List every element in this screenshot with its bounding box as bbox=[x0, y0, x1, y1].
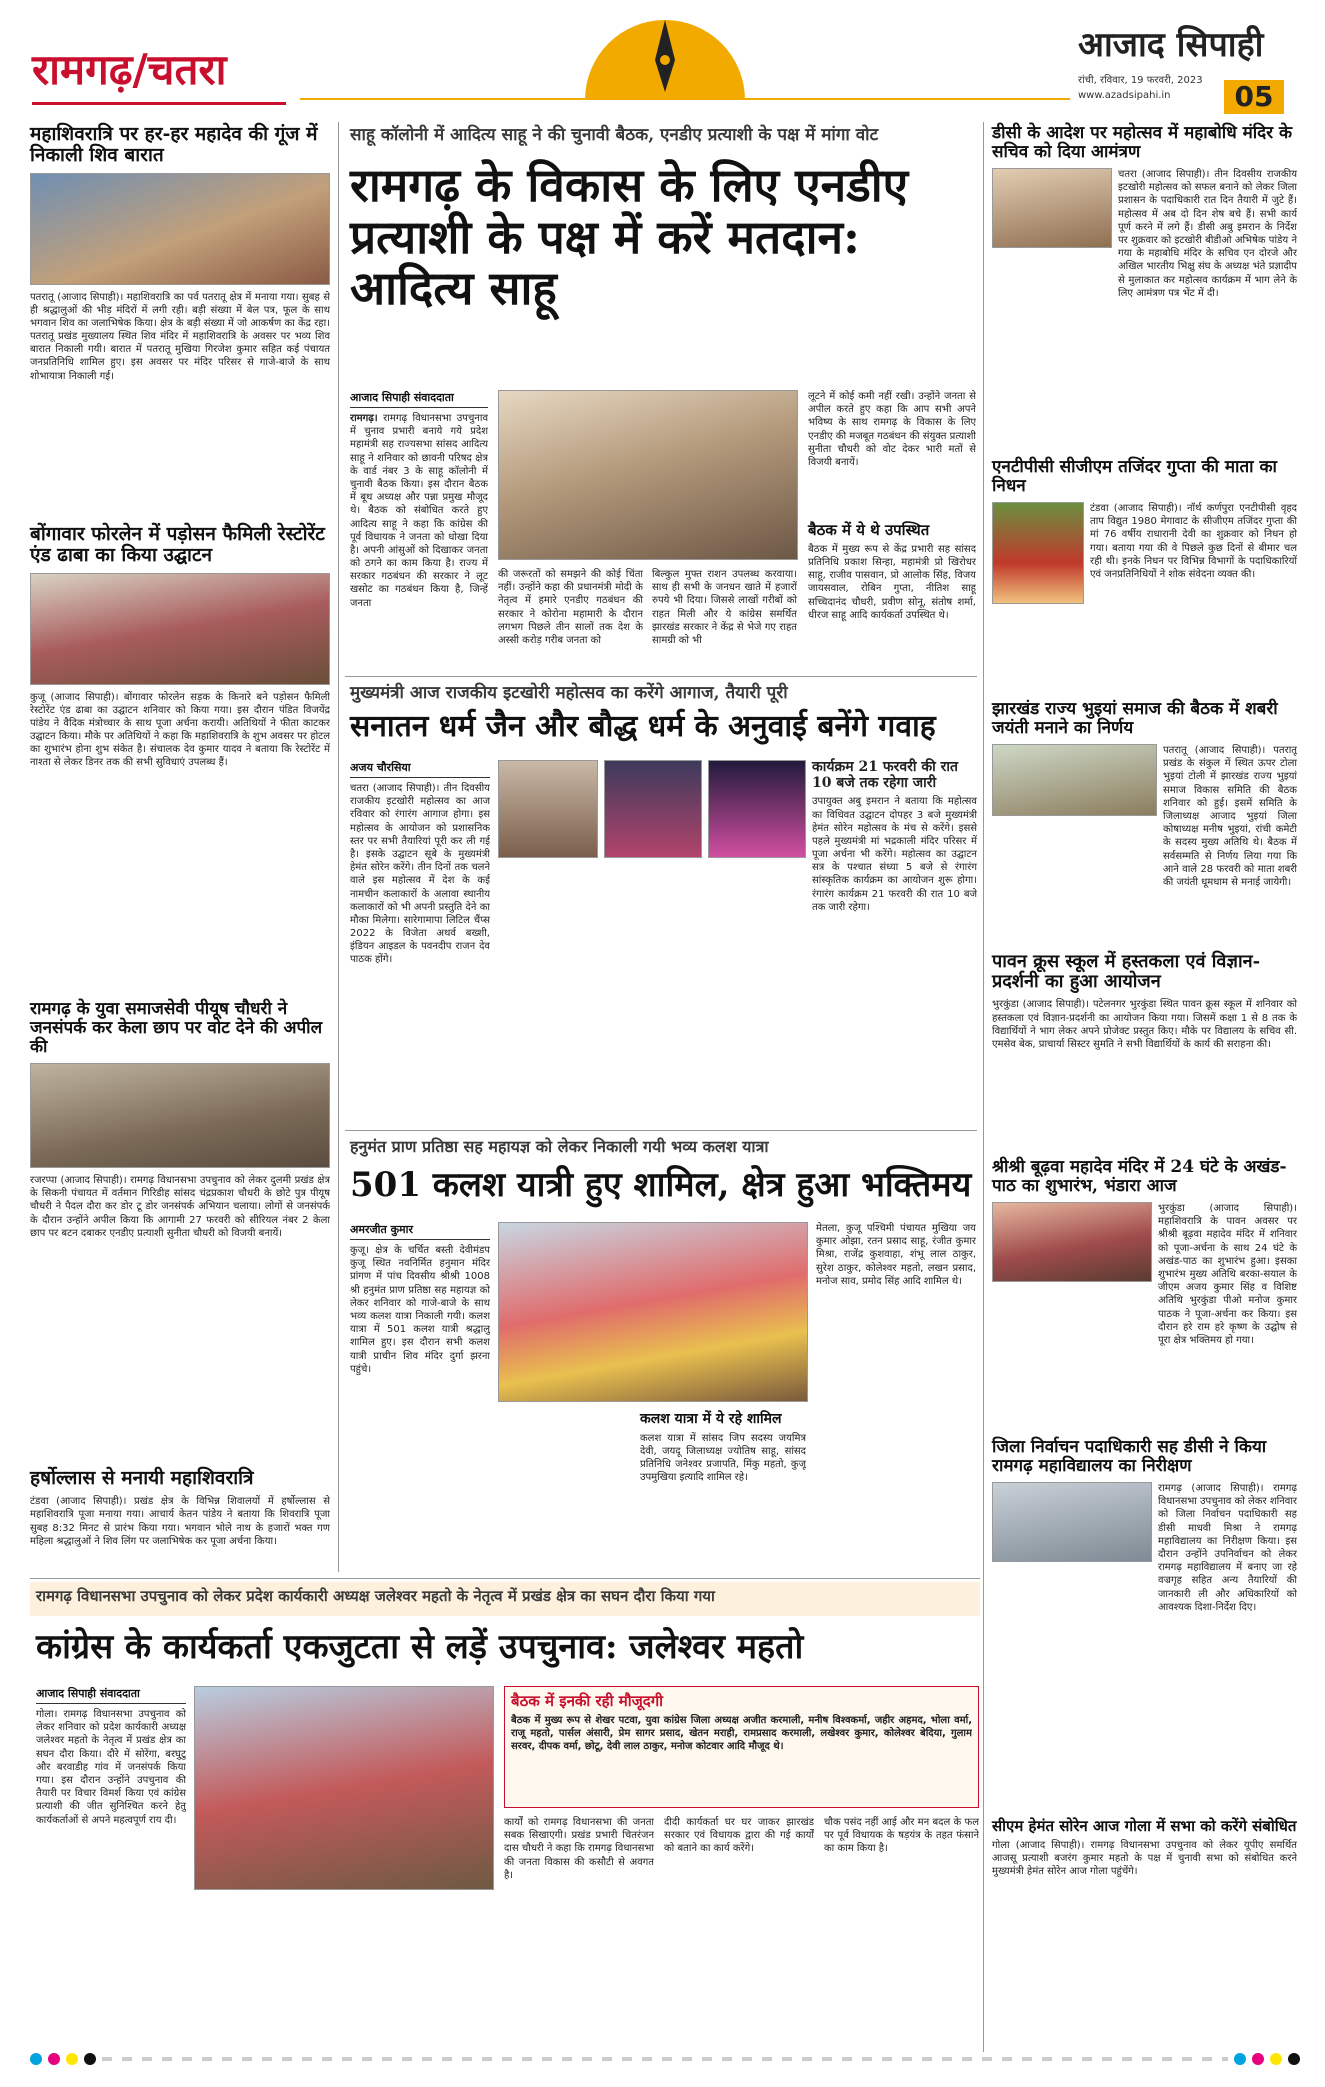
story-text: पतरातू (आजाद सिपाही)। महाशिवरात्रि का पर्व पतरातू क्षेत्र में मनाया गया। सुबह से ही श्रद्धालुओं की भीड़ मंदिरों में लगी रही। बड़ी संख्या में बेल पत्र, फूल के साथ भगवान शिव का जलाभिषेक किया। क्षेत्र के बड़ी संख्या में जो आकर्षण का केंद्र रहा। पतरातू प्रखंड मुख्यालय स्थित शिव मंदिर में महाशिवरात्रि के अवसर पर भव्य शिव बारात निकाली गयी। बारात में पतरातू मुखिया गिरजेश कुमार सहित कई पंचायत जनप्रतिनिधि शामिल हुए। इस अवसर पर मंदिर परिसर से गाजे-बाजे के साथ शोभायात्रा निकाली गई। bbox=[30, 291, 330, 382]
bottom-box bbox=[504, 1686, 979, 1808]
left-story-2 bbox=[30, 524, 330, 991]
reg-dot bbox=[48, 2053, 60, 2065]
photo-shiv-barat bbox=[30, 173, 330, 285]
lead-col-2: की जरूरतों को समझने की कोई चिंता नहीं। उन्होंने कहा की प्रधानमंत्री मोदी के नेतृत्व में हमारे एनडीए गठबंधन की सरकार ने कोरोना महामारी के दौरान लगभग पिछले तीन सालों तक देश के अस्सी करोड़ गरीब जनता को bbox=[498, 569, 643, 646]
headline: पावन क्रूस स्कूल में हस्तकला एवं विज्ञान-प्रदर्शनी का हुआ आयोजन bbox=[992, 951, 1261, 993]
kalash-box bbox=[640, 1412, 806, 1542]
story-text: गोला (आजाद सिपाही)। रामगढ़ विधानसभा उपचुनाव को लेकर यूपीए समर्थित आजसू प्रत्याशी बजरंग कुमार महतो के पक्ष में चुनावी सभा को संबोधित करने मुख्यमंत्री हेमंत सोरेन आज गोला पहुंचेंगे। bbox=[992, 1839, 1297, 1878]
headline: जिला निर्वाचन पदाधिकारी सह डीसी ने किया रामगढ़ महाविद्यालय का निरीक्षण bbox=[992, 1437, 1267, 1477]
photo-cm bbox=[498, 760, 598, 858]
reg-dot bbox=[66, 2053, 78, 2065]
photo-lights bbox=[708, 760, 806, 858]
photo-piyush bbox=[30, 1063, 330, 1168]
headline: डीसी के आदेश पर महोत्सव में महाबोधि मंदिर के सचिव को दिया आमंत्रण bbox=[992, 123, 1293, 163]
rule-left bbox=[338, 122, 339, 1572]
right-story-2 bbox=[992, 458, 1297, 730]
photo-bhuiyan-meeting bbox=[992, 744, 1157, 816]
headline: हर्षोल्लास से मनायी महाशिवरात्रि bbox=[30, 1467, 254, 1489]
story-text: रामगढ़ (आजाद सिपाही)। रामगढ़ विधानसभा उपचुनाव को लेकर शनिवार को जिला निर्वाचन पदाधिकारी सह डीसी माधवी मिश्रा ने रामगढ़ महाविद्यालय का निरीक्षण किया। इस दौरान उन्होंने उपनिर्वाचन को लेकर रामगढ़ महाविद्यालय में बनाए जा रहे वज्रगृह सहित अन्य तैयारियों की जानकारी ली और अधिकारियों को आवश्यक दिशा-निर्देश दिए। bbox=[1158, 1483, 1297, 1613]
story-text: गोला। रामगढ़ विधानसभा उपचुनाव को लेकर शनिवार को प्रदेश कार्यकारी अध्यक्ष जलेश्वर महतो के नेतृत्व में प्रखंड क्षेत्र का सघन दौरा किया। दौरे में सोरेंगा, बरघुटु और बरवाडीह गांव में जनसंपर्क किया गया। इस दौरान उन्होंने उपचुनाव की तैयारी पर विचार विमर्श किया एवं कांग्रेस प्रत्याशी की जीत सुनिश्चित करने हेतु कार्यकर्ताओं से अपने महत्वपूर्ण राय दी। bbox=[36, 1709, 186, 1826]
page-number: 05 bbox=[1224, 80, 1284, 114]
right-story-6 bbox=[992, 1438, 1297, 1732]
story-text: चतरा (आजाद सिपाही)। तीन दिवसीय राजकीय इटखोरी महोत्सव को सफल बनाने को लेकर जिला प्रशासन के पदाधिकारी रात दिन तैयारी में जुटे हैं। महोत्सव में अब दो दिन शेष बचे हैं। सभी कार्य पूर्ण करने में लगे हैं। डीसी अबु इमरान के निर्देश पर शुक्रवार को इटखोरी बीडीओ अभिषेक पांडेय ने गया के महाबोधि मंदिर के सचिव एन दोरजे और अखिल भारतीय भिक्षु संघ के अध्यक्ष भंते प्रज्ञादीप से मुलाकात कर महोत्सव कार्यक्रम में भाग लेने के लिए आमंत्रण पत्र भेंट में दी। bbox=[1118, 169, 1297, 299]
itk-box bbox=[812, 760, 977, 1095]
left-story-1 bbox=[30, 124, 330, 471]
itk-kicker: मुख्यमंत्री आज राजकीय इटखोरी महोत्सव का करेंगे आगाज, तैयारी पूरी bbox=[350, 683, 788, 703]
website[interactable]: www.azadsipahi.in bbox=[1078, 90, 1171, 101]
story-text: कुजू (आजाद सिपाही)। बोंगावार फोरलेन सड़क के किनारे बने पड़ोसन फैमिली रेस्टोरेंट एंड ढाबा का उद्घाटन शनिवार को किया गया। इस दौरान पंडित विजयेंद्र पांडेय ने वैदिक मंत्रोच्चार के साथ पूजा अर्चना करायी। अतिथियों ने फीता काटकर उद्घाटन किया। मौके पर अतिथियों ने कहा कि महाशिवरात्रि के शुभ अवसर पर होटल का शुभारंभ होना शुभ संकेत है। संचालक देव कुमार यादव ने बताया कि रेस्टोरेंट में नाश्ता से लेकर डिनर तक की सभी सुविधाएं उपलब्ध हैं। bbox=[30, 691, 330, 769]
masthead-line bbox=[300, 98, 1070, 100]
lead-headline: रामगढ़ के विकास के लिए एनडीए प्रत्याशी के पक्ष में करें मतदान: आदित्य साहू bbox=[350, 158, 909, 316]
photo-college-visit bbox=[992, 1482, 1152, 1562]
dateline: रांची, रविवार, 19 फरवरी, 2023 bbox=[1078, 75, 1203, 86]
photo-obituary bbox=[992, 502, 1084, 604]
byline: अमरजीत कुमार bbox=[350, 1222, 490, 1240]
photo-meeting bbox=[498, 390, 798, 560]
headline: बोंगावार फोरलेन में पड़ोसन फैमिली रेस्टोरेंट एंड ढाबा का किया उद्घाटन bbox=[30, 523, 325, 567]
bottom-kicker: रामगढ़ विधानसभा उपचुनाव को लेकर प्रदेश कार्यकारी अध्यक्ष जलेश्वर महतो के नेतृत्व में प्रखंड क्षेत्र का सघन दौरा किया गया bbox=[36, 1587, 715, 1605]
photo-kalash-yatra bbox=[498, 1222, 808, 1402]
rule-2 bbox=[345, 1130, 977, 1131]
photo-invite bbox=[992, 168, 1112, 248]
reg-dot bbox=[30, 2053, 42, 2065]
bottom-headline: कांग्रेस के कार्यकर्ता एकजुटता से लड़ें उपचुनाव: जलेश्वर महतो bbox=[36, 1627, 804, 1667]
kalash-col-4: मेतला, कुजू पश्चिमी पंचायत मुखिया जय कुमार ओझा, रतन प्रसाद साहू, रंजीत कुमार मिश्रा, राजेंद्र कुशवाहा, शंभू लाल ठाकुर, सुरेश ठाकुर, कोलेश्वर महतो, लखन प्रसाद, मनोज साव, प्रमोद सिंह आदि शामिल थे। bbox=[816, 1223, 976, 1287]
right-story-7 bbox=[992, 1818, 1297, 2039]
story-text: भुरकुंडा (आजाद सिपाही)। पटेलनगर भुरकुंडा स्थित पावन क्रूस स्कूल में शनिवार को हस्तकला एवं विज्ञान-प्रदर्शनी का आयोजन किया गया। जिसमें कक्षा 1 से 8 तक के विद्यार्थियों ने भाग लेकर अपने प्रोजेक्ट प्रस्तुत किए। मौके पर विद्यालय के सचिव सी. एमसेव बेक, प्राचार्या सिस्टर सुमति ने सभी विद्यार्थियों के कार्य की सराहना की। bbox=[992, 999, 1297, 1050]
bottom-col-5: चौक पसंद नहीं आई और मन बदल के फल पर पूर्व विधायक के षड़यंत्र के तहत फंसाने का काम किया है। bbox=[824, 1817, 979, 1855]
story-text bbox=[350, 412, 488, 682]
story-text: टंडवा (आजाद सिपाही)। नॉर्थ कर्णपुरा एनटीपीसी वृहद ताप विद्युत 1980 मेगावाट के सीजीएम तजिंदर गुप्ता की मां 76 वर्षीय राधारानी देवी का शुक्रवार को निधन हो गया। बताया गया की वे पिछले कुछ दिनों से बीमार चल रही थी। इनके निधन पर विभिन्न विभागों के पदाधिकारियों एवं जनप्रतिनिधियों ने शोक संवेदना व्यक्त की। bbox=[1090, 503, 1297, 580]
headline: झारखंड राज्य भुइयां समाज की बैठक में शबरी जयंती मनाने का निर्णय bbox=[992, 699, 1278, 739]
story-text: चतरा (आजाद सिपाही)। तीन दिवसीय राजकीय इटखोरी महोत्सव का आज रविवार को रंगारंग आगाज होगा। इस महोत्सव के आयोजन को प्रशासनिक स्तर पर सभी तैयारियां पूरी कर ली गई है। इसके उद्घाटन सूबे के मुख्यमंत्री हेमंत सोरेन करेंगे। तीन दिनों तक चलने वाले इस महोत्सव में देश के कई नामचीन कलाकारों के अलावा स्थानीय कलाकारों को भी अपनी प्रस्तुति देने का मौका मिलेगा। सारेगामापा लिटिल चैंप्स 2022 के विजेता अथर्व बख्शी, इंडियन आइडल के पवनदीप राजन देव पाठक होंगे। bbox=[350, 783, 490, 966]
masthead bbox=[0, 0, 1325, 118]
box-title: बैठक में ये थे उपस्थित bbox=[808, 521, 930, 539]
story-text: कुजू। क्षेत्र के चर्चित बस्ती देवीमंडप कुजू स्थित नवनिर्मित हनुमान मंदिर प्रांगण में पांच दिवसीय श्रीश्री 1008 श्री हनुमंत प्राण प्रतिष्ठा सह महायज्ञ को लेकर शनिवार को गाजे-बाजे के साथ भव्य कलश यात्रा निकाली गयी। कलश यात्रा में 501 कलश यात्री श्रद्धालु शामिल हुए। इस दौरान सभी कलश यात्री प्राचीन शिव मंदिर दुर्गा झरना पहुंचे। bbox=[350, 1245, 490, 1375]
masthead-rule bbox=[32, 102, 286, 105]
kalash-kicker: हनुमंत प्राण प्रतिष्ठा सह महायज्ञ को लेकर निकाली गयी भव्य कलश यात्रा bbox=[350, 1137, 769, 1156]
reg-dot bbox=[84, 2053, 96, 2065]
right-story-1 bbox=[992, 124, 1297, 390]
lead-col-1 bbox=[350, 390, 488, 682]
section-title: रामगढ़/चतरा bbox=[32, 45, 227, 94]
rule-1 bbox=[345, 676, 977, 677]
box-text: बैठक में मुख्य रूप से केंद्र प्रभारी सह सांसद प्रतिनिधि प्रकाश सिन्हा, महामंत्री प्रो खिरोधर साहू, राजीव पासवान, प्रो आलोक सिंह, विजय जायसवाल, रोबिन गुप्ता, नीतिश साहू सच्चिदानंद चौधरी, प्रवीण सोनू, संतोष शर्मा, धीरज साहू आदि कार्यकर्ता उपस्थित थे। bbox=[808, 543, 976, 621]
reg-dot bbox=[1270, 2053, 1282, 2065]
box-title: कलश यात्रा में ये रहे शामिल bbox=[640, 1411, 782, 1427]
itk-col-1 bbox=[350, 760, 490, 1142]
photo-restaurant bbox=[30, 573, 330, 685]
story-text: टंडवा (आजाद सिपाही)। प्रखंड क्षेत्र के विभिन्न शिवालयों में हर्षोल्लास से महाशिवरात्रि पूजा मनाया गया। आचार्य केतन पांडेय ने बताया कि शिवरात्रि पूजा सुबह 8:32 मिनट से प्रारंभ किया गया। भगवान भोले नाथ के हजारों भक्त गण महिला श्रद्धालुओं ने शिव लिंग पर जलाभिषेक कर पूजा अर्चना किया। bbox=[30, 1496, 330, 1547]
reg-bar bbox=[102, 2057, 1228, 2061]
lead-col-4: लूटने में कोई कमी नहीं रखी। उन्होंने जनता से अपील करते हुए कहा कि आप सभी अपने भविष्य के साथ रामगढ़ के विकास के लिए एनडीए की मजबूत गठबंधन की संयुक्त प्रत्याशी सुनीता चौधरी को वोट देकर भारी मतों से विजयी बनायें। bbox=[808, 391, 976, 468]
bottom-col-1 bbox=[36, 1686, 186, 2046]
rule-3 bbox=[30, 1578, 980, 1579]
reg-dot bbox=[1234, 2053, 1246, 2065]
registration-strip bbox=[30, 2050, 1300, 2068]
box-text: बैठक में मुख्य रूप से शेखर पटवा, युवा कांग्रेस जिला अध्यक्ष अजीत करमाली, मनीष विश्वकर्मा, जहीर अहमद, भोला वर्मा, राजू महतो, पार्सल अंसारी, प्रेम सागर प्रसाद, खेतन मराही, रामप्रसाद करमाली, लखेश्वर कुमार, कोलेश्वर बेदिया, गुलाम सरवर, दीपक वर्मा, छोटू, देवी लाल ठाकुर, मनोज कोटवार आदि मौजूद थे। bbox=[511, 1714, 972, 1753]
byline: आजाद सिपाही संवाददाता bbox=[36, 1686, 186, 1704]
right-story-4 bbox=[992, 952, 1297, 1158]
lead-kicker: साहू कॉलोनी में आदित्य साहू ने की चुनावी बैठक, एनडीए प्रत्याशी के पक्ष में मांगा वोट bbox=[350, 125, 879, 145]
box-text: उपायुक्त अबु इमरान ने बताया कि महोत्सव का विधिवत उद्घाटन दोपहर 3 बजे मुख्यमंत्री हेमंत सोरेन महोत्सव के मंच से करेंगे। इससे पहले मुख्यमंत्री मां भद्रकाली मंदिर परिसर में पूजा अर्चना भी करेंगे। महोत्सव का उद्घाटन सत्र के पश्चात संध्या 5 बजे से रंगारंग सांस्कृतिक कार्यक्रम का आयोजन शुरू होगा। रंगारंग कार्यक्रम 21 फरवरी की रात 10 बजे तक जारी रहेगा। bbox=[812, 796, 977, 913]
kalash-headline: 501 कलश यात्री हुए शामिल, क्षेत्र हुआ भक्तिमय bbox=[350, 1165, 972, 1205]
itk-headline: सनातन धर्म जैन और बौद्ध धर्म के अनुवाई बनेंगे गवाह bbox=[350, 709, 936, 744]
text: रामगढ़ विधानसभा उपचुनाव में चुनाव प्रभारी बनाये गये प्रदेश महामंत्री सह राज्यसभा सांसद आदित्य साहू ने शनिवार को छावनी परिषद क्षेत्र के वार्ड नंबर 3 के साहू कॉलोनी में चुनावी बैठक किया। इस दौरान बैठक में बूथ अध्यक्ष और पन्ना प्रमुख मौजूद थे। बैठक को संबोधित करते हुए आदित्य साहू ने कहा कि कांग्रेस की पूर्व विधायक ने जनता को धोखा दिया है। अपनी आंसुओं को दिखाकर जनता को ठगने का काम किया है। राज्य में सरकार गठबंधन की सरकार ने लूट खसोट का गठबंधन किया है, जिन्हें जनता bbox=[350, 413, 488, 609]
lead-box bbox=[808, 522, 976, 655]
byline: अजय चौरसिया bbox=[350, 760, 490, 778]
bottom-col-4: दीदी कार्यकर्ता घर घर जाकर झारखंड सरकार एवं विधायक द्वारा की गई कार्यों को बताने का कार्य करेंगे। bbox=[664, 1817, 814, 1855]
story-text: पतरातू (आजाद सिपाही)। पतरातू प्रखंड के संकुल में स्थित ऊपर टोला भुइयां टोली में झारखंड राज्य भुइयां समाज विकास समिति की बैठक शनिवार को हुई। इसमें समिति के जिलाध्यक्ष आजाद भुइयां जिला कोषाध्यक्ष मनीष भुइयां, रांची कमेटी के सदस्य मुख्य अतिथि थे। बैठक में सर्वसम्मति से निर्णय लिया गया कि आने वाले 28 फरवरी को माता शबरी की जयंती धूमधाम से मनाई जायेगी। bbox=[1163, 745, 1297, 888]
right-story-3 bbox=[992, 700, 1297, 939]
box-text: कलश यात्रा में सांसद जिप सदस्य जयमित्र देवी, जयदू जिलाध्यक्ष ज्योतिष साहू, सांसद प्रतिनिधि जनेश्वर प्रजापति, मिंकु महतो, कुजू उपमुखिया इत्यादि शामिल रहे। bbox=[640, 1432, 806, 1484]
lead-col-3: बिल्कुल मुफ्त राशन उपलब्ध करवाया। साथ ही सभी के जनधन खाते में हजारों रुपये भी दिया। जिससे लाखों गरीबों को राहत मिली और ये कांग्रेस समर्थित झारखंड सरकार ने केंद्र से भेजे गए राहत सामग्री को भी bbox=[652, 569, 797, 646]
photo-jaleshwar bbox=[194, 1686, 494, 1890]
paper-name: आजाद सिपाही bbox=[1078, 25, 1264, 65]
rule-right bbox=[983, 122, 984, 2052]
headline: महाशिवरात्रि पर हर-हर महादेव की गूंज में निकाली शिव बारात bbox=[30, 123, 318, 167]
bottom-col-3: कार्यों को रामगढ़ विधानसभा की जनता सबक सिखाएगी। प्रखंड प्रभारी चितरंजन दास चौधरी ने कहा कि रामगढ़ विधानसभा की जनता विकास की कसौटी से अवगत है। bbox=[504, 1817, 654, 1881]
reg-dot bbox=[1288, 2053, 1300, 2065]
dateline: रामगढ़। bbox=[350, 413, 378, 424]
headline: श्रीश्री बूढ़वा महादेव मंदिर में 24 घंटे के अखंड-पाठ का शुभारंभ, भंडारा आज bbox=[992, 1157, 1287, 1197]
photo-singer bbox=[604, 760, 702, 858]
photo-akhand-path bbox=[992, 1202, 1152, 1282]
box-title: बैठक में इनकी रही मौजूदगी bbox=[511, 1692, 664, 1710]
headline: रामगढ़ के युवा समाजसेवी पीयूष चौधरी ने जनसंपर्क कर केला छाप पर वोट देने की अपील की bbox=[30, 999, 323, 1058]
headline: सीएम हेमंत सोरेन आज गोला में सभा को करेंगे संबोधित bbox=[992, 1817, 1297, 1835]
box-title: कार्यक्रम 21 फरवरी की रात 10 बजे तक रहेगा जारी bbox=[812, 759, 958, 791]
byline: आजाद सिपाही संवाददाता bbox=[350, 390, 488, 408]
reg-dot bbox=[1252, 2053, 1264, 2065]
left-story-3 bbox=[30, 1000, 330, 1484]
sun-emblem bbox=[575, 0, 755, 100]
kalash-col-1 bbox=[350, 1222, 490, 1564]
right-story-5 bbox=[992, 1158, 1297, 1412]
headline: एनटीपीसी सीजीएम तजिंदर गुप्ता की माता का निधन bbox=[992, 457, 1277, 497]
story-text: भुरकुंडा (आजाद सिपाही)। महाशिवरात्रि के पावन अवसर पर श्रीश्री बूढ़वा महादेव मंदिर में शनिवार को पूजा-अर्चना के साथ 24 घंटे के अखंड-पाठ का शुभारंभ हुआ। इसका शुभारंभ मुख्य अतिथि बरका-सयाल के जीएम अजय कुमार सिंह व विशिष्ट अतिथि भुरकुंडा पीओ मनोज कुमार पाठक ने पूजा-अर्चना कर किया। इस दौरान हरे राम हरे कृष्ण के उद्घोष से पूरा क्षेत्र भक्तिमय हो गया। bbox=[1158, 1203, 1297, 1346]
story-text: रजरप्पा (आजाद सिपाही)। रामगढ़ विधानसभा उपचुनाव को लेकर दुलमी प्रखंड क्षेत्र के सिकनी पंचायत में वर्तमान गिरिडीह सांसद चंद्रप्रकाश चौधरी के छोटे पुत्र पीयूष चौधरी ने पैदल दौरा कर डोर टू डोर जनसंपर्क अभियान चलाया। लोगों से जनसंपर्क के दौरान उन्होंने अपील किया कि आगामी 27 फरवरी को सीरियल नंबर 2 केला छाप पर बटन दबाकर एनडीए प्रत्याशी सुनीता चौधरी को विजयी बनायें। bbox=[30, 1175, 330, 1239]
